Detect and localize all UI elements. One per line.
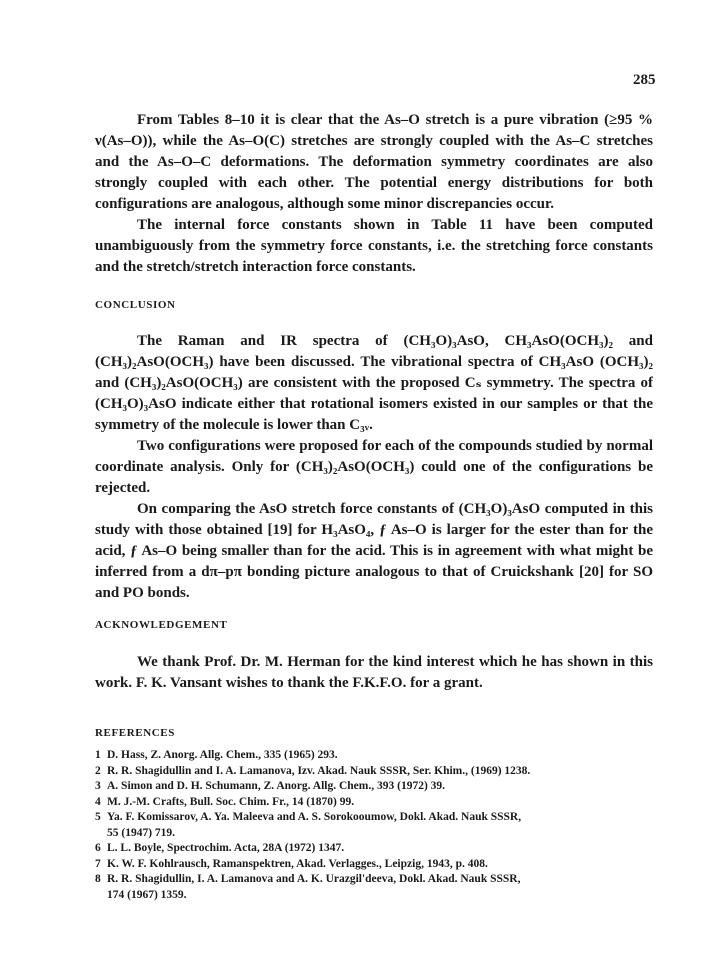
- reference-item: [95, 857, 655, 873]
- paragraph: The internal force constants shown in Table 11 have been computed unambiguously from the symmetry force constants, i.e. the stretching force constants and the stretch/stretch interaction force constants.: [95, 217, 653, 275]
- acknowledgement-heading: ACKNOWLEDGEMENT: [95, 619, 228, 631]
- reference-number: 2: [95, 764, 101, 777]
- reference-text: [107, 872, 655, 903]
- reference-item: [95, 764, 655, 780]
- reference-item: [95, 748, 655, 764]
- references-list: [95, 748, 655, 903]
- reference-line: M. J.-M. Crafts, Bull. Soc. Chim. Fr., 14 (1870) 99.: [107, 795, 355, 808]
- reference-text: [107, 857, 655, 873]
- reference-item: [95, 810, 655, 841]
- reference-line: D. Hass, Z. Anorg. Allg. Chem., 335 (1965) 293.: [107, 749, 338, 761]
- paragraph: The Raman and IR spectra of (CH₃O)₃AsO, CH₃AsO(OCH₃)₂ and (CH₃)₂AsO(OCH₃) have been discussed. The vibrational spectra of CH₃AsO (OCH₃)₂ and (CH₃)₂AsO(OCH₃) are consistent with the proposed Cₛ symmetry. The spectra of (CH₃O)₃AsO indicate either that rotational isomers existed in our samples or that the symmetry of the molecule is lower than C₃ᵥ.: [95, 333, 653, 433]
- reference-text: [107, 764, 655, 780]
- reference-item: [95, 841, 655, 857]
- reference-line: K. W. F. Kohlrausch, Ramanspektren, Akad. Verlagges., Leipzig, 1943, p. 408.: [107, 857, 488, 870]
- paragraph: Two configurations were proposed for each of the compounds studied by normal coordinate analysis. Only for (CH₃)₂AsO(OCH₃) could one of the configurations be rejected.: [95, 438, 653, 496]
- conclusion-heading: CONCLUSION: [95, 299, 176, 311]
- reference-number: 7: [95, 857, 101, 870]
- reference-text: [107, 779, 655, 795]
- reference-number: 1: [95, 749, 101, 761]
- reference-item: [95, 872, 655, 903]
- page-number: 285: [633, 72, 656, 88]
- reference-text: [107, 748, 655, 764]
- paragraph: We thank Prof. Dr. M. Herman for the kind interest which he has shown in this work. F. K. Vansant wishes to thank the F.K.F.O. for a grant.: [95, 654, 653, 691]
- acknowledgement-section: [95, 652, 653, 694]
- reference-line: R. R. Shagidullin and I. A. Lamanova, Izv. Akad. Nauk SSSR, Ser. Khim., (1969) 1238.: [107, 764, 531, 777]
- reference-line: 174 (1967) 1359.: [107, 888, 187, 901]
- reference-number: 5: [95, 811, 101, 823]
- reference-number: 3: [95, 780, 101, 792]
- reference-line: L. L. Boyle, Spectrochim. Acta, 28A (1972) 1347.: [107, 842, 345, 854]
- reference-text: [107, 810, 655, 841]
- references-heading: REFERENCES: [95, 727, 175, 739]
- reference-number: 6: [95, 842, 101, 854]
- reference-line: Ya. F. Komissarov, A. Ya. Maleeva and A. S. Sorokooumow, Dokl. Akad. Nauk SSSR,: [107, 811, 522, 823]
- reference-line: 55 (1947) 719.: [107, 826, 176, 839]
- reference-item: [95, 795, 655, 811]
- intro-section: [95, 110, 653, 278]
- reference-number: 8: [95, 873, 101, 885]
- paragraph: From Tables 8–10 it is clear that the As–O stretch is a pure vibration (≥95 % ν(As–O)), while the As–O(C) stretches are strongly coupled with the As–C stretches and the As–O–C deformations. The deformation symmetry coordinates are also strongly coupled with each other. The potential energy distributions for both configurations are analogous, although some minor discrepancies occur.: [95, 112, 653, 212]
- paragraph: On comparing the AsO stretch force constants of (CH₃O)₃AsO computed in this study with those obtained [19] for H₃AsO₄, ƒ As–O is larger for the ester than for the acid, ƒ As–O being smaller than for the acid. This is in agreement with what might be inferred from a dπ–pπ bonding picture analogous to that of Cruickshank [20] for SO and PO bonds.: [95, 501, 653, 601]
- reference-text: [107, 841, 655, 857]
- reference-number: 4: [95, 795, 101, 808]
- reference-text: [107, 795, 655, 811]
- reference-line: R. R. Shagidullin, I. A. Lamanova and A. K. Urazgil'deeva, Dokl. Akad. Nauk SSSR,: [107, 873, 521, 885]
- reference-line: A. Simon and D. H. Schumann, Z. Anorg. Allg. Chem., 393 (1972) 39.: [107, 780, 446, 792]
- conclusion-section: [95, 331, 653, 604]
- reference-item: [95, 779, 655, 795]
